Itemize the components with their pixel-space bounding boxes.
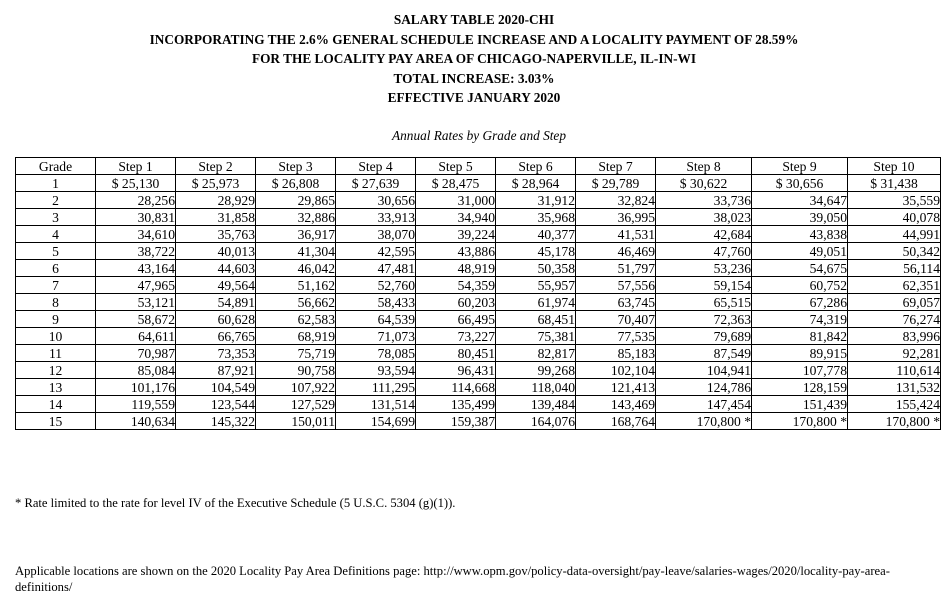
table-row xyxy=(16,243,941,260)
table-row xyxy=(16,362,941,379)
salary-cell: 61,974 xyxy=(496,294,576,311)
salary-cell: 32,886 xyxy=(256,209,336,226)
locations-note: Applicable locations are shown on the 2020 Locality Pay Area Definitions page: http://www.opm.gov/policy-data-oversight/pay-leave/salaries-wages/2020/locality-pay-area-definitions/ xyxy=(15,564,890,594)
salary-cell: 80,451 xyxy=(416,345,496,362)
salary-cell: 49,564 xyxy=(176,277,256,294)
salary-cell: 60,752 xyxy=(752,277,848,294)
salary-cell: $ 28,964 xyxy=(496,175,576,192)
salary-cell: $ 27,639 xyxy=(336,175,416,192)
salary-cell: 68,919 xyxy=(256,328,336,345)
salary-cell: 104,549 xyxy=(176,379,256,396)
table-row xyxy=(16,209,941,226)
salary-cell: $ 25,130 xyxy=(96,175,176,192)
salary-cell: 90,758 xyxy=(256,362,336,379)
salary-cell: 92,281 xyxy=(848,345,941,362)
grade-cell: 14 xyxy=(16,396,96,413)
salary-cell: 114,668 xyxy=(416,379,496,396)
salary-cell: 127,529 xyxy=(256,396,336,413)
salary-cell: 39,050 xyxy=(752,209,848,226)
salary-cell: 53,121 xyxy=(96,294,176,311)
salary-cell: 46,469 xyxy=(576,243,656,260)
salary-cell: 119,559 xyxy=(96,396,176,413)
salary-cell: 58,672 xyxy=(96,311,176,328)
salary-cell: 124,786 xyxy=(656,379,752,396)
salary-cell: 40,013 xyxy=(176,243,256,260)
footnote: * Rate limited to the rate for level IV of the Executive Schedule (5 U.S.C. 5304 (g)(1)). xyxy=(15,496,456,510)
salary-cell: 34,647 xyxy=(752,192,848,209)
salary-cell: 36,995 xyxy=(576,209,656,226)
salary-cell: 66,765 xyxy=(176,328,256,345)
salary-cell: 45,178 xyxy=(496,243,576,260)
salary-cell: 47,760 xyxy=(656,243,752,260)
salary-cell: 47,481 xyxy=(336,260,416,277)
salary-cell: $ 29,789 xyxy=(576,175,656,192)
grade-cell: 5 xyxy=(16,243,96,260)
grade-cell: 15 xyxy=(16,413,96,430)
salary-cell: 154,699 xyxy=(336,413,416,430)
salary-cell: 35,763 xyxy=(176,226,256,243)
salary-cell: $ 26,808 xyxy=(256,175,336,192)
effective-date: EFFECTIVE JANUARY 2020 xyxy=(387,90,561,106)
salary-cell: 128,159 xyxy=(752,379,848,396)
salary-cell: 70,987 xyxy=(96,345,176,362)
column-header-step-10: Step 10 xyxy=(848,158,941,175)
salary-cell: 44,991 xyxy=(848,226,941,243)
salary-cell: 118,040 xyxy=(496,379,576,396)
table-row xyxy=(16,311,941,328)
table-row xyxy=(16,277,941,294)
salary-cell: 75,381 xyxy=(496,328,576,345)
table-row xyxy=(16,260,941,277)
salary-cell: 42,595 xyxy=(336,243,416,260)
table-row xyxy=(16,379,941,396)
salary-cell: 32,824 xyxy=(576,192,656,209)
salary-cell: $ 30,622 xyxy=(656,175,752,192)
salary-cell: 64,539 xyxy=(336,311,416,328)
column-header-step-6: Step 6 xyxy=(496,158,576,175)
salary-cell: 121,413 xyxy=(576,379,656,396)
salary-cell: 147,454 xyxy=(656,396,752,413)
salary-cell: 43,838 xyxy=(752,226,848,243)
salary-cell: 52,760 xyxy=(336,277,416,294)
salary-cell: 71,073 xyxy=(336,328,416,345)
salary-cell: 28,256 xyxy=(96,192,176,209)
salary-cell: 77,535 xyxy=(576,328,656,345)
salary-cell: 60,203 xyxy=(416,294,496,311)
salary-cell: 139,484 xyxy=(496,396,576,413)
column-header-step-4: Step 4 xyxy=(336,158,416,175)
table-subtitle: Annual Rates by Grade and Step xyxy=(392,128,566,143)
salary-cell: 85,183 xyxy=(576,345,656,362)
salary-cell: 31,000 xyxy=(416,192,496,209)
column-header-step-1: Step 1 xyxy=(96,158,176,175)
table-row xyxy=(16,413,941,430)
salary-cell: 48,919 xyxy=(416,260,496,277)
salary-cell: 49,051 xyxy=(752,243,848,260)
salary-cell: 70,407 xyxy=(576,311,656,328)
salary-cell: 102,104 xyxy=(576,362,656,379)
table-row xyxy=(16,328,941,345)
grade-cell: 6 xyxy=(16,260,96,277)
grade-cell: 10 xyxy=(16,328,96,345)
salary-cell: 123,544 xyxy=(176,396,256,413)
salary-cell: 99,268 xyxy=(496,362,576,379)
salary-cell: $ 25,973 xyxy=(176,175,256,192)
table-row xyxy=(16,226,941,243)
total-increase: TOTAL INCREASE: 3.03% xyxy=(393,70,555,86)
salary-cell: 36,917 xyxy=(256,226,336,243)
salary-cell: 63,745 xyxy=(576,294,656,311)
salary-cell: 51,162 xyxy=(256,277,336,294)
salary-cell: 143,469 xyxy=(576,396,656,413)
salary-cell: 33,736 xyxy=(656,192,752,209)
salary-cell: 43,164 xyxy=(96,260,176,277)
salary-cell: 34,610 xyxy=(96,226,176,243)
salary-cell: 83,996 xyxy=(848,328,941,345)
table-title: SALARY TABLE 2020-CHI xyxy=(393,12,555,27)
salary-cell: 28,929 xyxy=(176,192,256,209)
salary-cell: 35,559 xyxy=(848,192,941,209)
salary-table xyxy=(15,157,941,430)
grade-cell: 11 xyxy=(16,345,96,362)
salary-cell: 110,614 xyxy=(848,362,941,379)
salary-cell: 38,070 xyxy=(336,226,416,243)
salary-cell: 64,611 xyxy=(96,328,176,345)
grade-cell: 7 xyxy=(16,277,96,294)
salary-cell: 76,274 xyxy=(848,311,941,328)
salary-cell: 81,842 xyxy=(752,328,848,345)
salary-cell: 78,085 xyxy=(336,345,416,362)
salary-cell: 40,377 xyxy=(496,226,576,243)
salary-cell: 58,433 xyxy=(336,294,416,311)
grade-cell: 3 xyxy=(16,209,96,226)
salary-cell: 155,424 xyxy=(848,396,941,413)
salary-cell: 53,236 xyxy=(656,260,752,277)
salary-cell: 34,940 xyxy=(416,209,496,226)
salary-cell: 93,594 xyxy=(336,362,416,379)
salary-cell: 54,891 xyxy=(176,294,256,311)
increase-description: INCORPORATING THE 2.6% GENERAL SCHEDULE INCREASE AND A LOCALITY PAYMENT OF 28.59% xyxy=(149,31,799,47)
salary-cell: 50,342 xyxy=(848,243,941,260)
salary-cell: 59,154 xyxy=(656,277,752,294)
salary-cell: 73,353 xyxy=(176,345,256,362)
salary-cell: 30,656 xyxy=(336,192,416,209)
salary-cell: 72,363 xyxy=(656,311,752,328)
salary-cell: 38,722 xyxy=(96,243,176,260)
salary-cell: 47,965 xyxy=(96,277,176,294)
salary-cell: 68,451 xyxy=(496,311,576,328)
column-header-step-8: Step 8 xyxy=(656,158,752,175)
salary-cell: 30,831 xyxy=(96,209,176,226)
salary-cell: 41,531 xyxy=(576,226,656,243)
salary-cell: 131,514 xyxy=(336,396,416,413)
salary-cell: 39,224 xyxy=(416,226,496,243)
salary-cell: 54,675 xyxy=(752,260,848,277)
salary-cell: 89,915 xyxy=(752,345,848,362)
salary-cell: 62,351 xyxy=(848,277,941,294)
column-header-step-9: Step 9 xyxy=(752,158,848,175)
salary-cell: 66,495 xyxy=(416,311,496,328)
locality-area: FOR THE LOCALITY PAY AREA OF CHICAGO-NAPERVILLE, IL-IN-WI xyxy=(251,51,697,67)
salary-cell: 164,076 xyxy=(496,413,576,430)
salary-cell: 170,800 * xyxy=(752,413,848,430)
salary-cell: 56,114 xyxy=(848,260,941,277)
salary-cell: 41,304 xyxy=(256,243,336,260)
grade-cell: 13 xyxy=(16,379,96,396)
salary-cell: 168,764 xyxy=(576,413,656,430)
salary-cell: 107,922 xyxy=(256,379,336,396)
column-header-grade: Grade xyxy=(16,158,96,175)
salary-cell: 87,921 xyxy=(176,362,256,379)
salary-cell: 38,023 xyxy=(656,209,752,226)
salary-cell: 31,858 xyxy=(176,209,256,226)
salary-cell: 60,628 xyxy=(176,311,256,328)
salary-cell: 33,913 xyxy=(336,209,416,226)
column-header-step-2: Step 2 xyxy=(176,158,256,175)
table-row xyxy=(16,192,941,209)
grade-cell: 8 xyxy=(16,294,96,311)
salary-cell: $ 30,656 xyxy=(752,175,848,192)
grade-cell: 12 xyxy=(16,362,96,379)
salary-cell: $ 28,475 xyxy=(416,175,496,192)
salary-cell: 159,387 xyxy=(416,413,496,430)
table-row xyxy=(16,294,941,311)
salary-cell: 75,719 xyxy=(256,345,336,362)
table-body xyxy=(16,175,941,430)
document-header xyxy=(0,10,948,108)
salary-cell: 82,817 xyxy=(496,345,576,362)
column-header-step-3: Step 3 xyxy=(256,158,336,175)
salary-cell: 79,689 xyxy=(656,328,752,345)
salary-cell: 44,603 xyxy=(176,260,256,277)
salary-cell: 42,684 xyxy=(656,226,752,243)
salary-cell: 51,797 xyxy=(576,260,656,277)
salary-cell: 31,912 xyxy=(496,192,576,209)
salary-cell: 111,295 xyxy=(336,379,416,396)
salary-cell: 170,800 * xyxy=(848,413,941,430)
column-header-step-5: Step 5 xyxy=(416,158,496,175)
salary-cell: 29,865 xyxy=(256,192,336,209)
table-header-row xyxy=(16,158,941,175)
salary-cell: 85,084 xyxy=(96,362,176,379)
salary-cell: 145,322 xyxy=(176,413,256,430)
salary-cell: 73,227 xyxy=(416,328,496,345)
table-row xyxy=(16,175,941,192)
salary-cell: 135,499 xyxy=(416,396,496,413)
grade-cell: 4 xyxy=(16,226,96,243)
salary-cell: 57,556 xyxy=(576,277,656,294)
salary-cell: 74,319 xyxy=(752,311,848,328)
salary-cell: 55,957 xyxy=(496,277,576,294)
salary-cell: 67,286 xyxy=(752,294,848,311)
grade-cell: 2 xyxy=(16,192,96,209)
salary-cell: 151,439 xyxy=(752,396,848,413)
salary-cell: 101,176 xyxy=(96,379,176,396)
table-row xyxy=(16,396,941,413)
salary-cell: 54,359 xyxy=(416,277,496,294)
salary-cell: 87,549 xyxy=(656,345,752,362)
grade-cell: 9 xyxy=(16,311,96,328)
salary-cell: 140,634 xyxy=(96,413,176,430)
salary-cell: 150,011 xyxy=(256,413,336,430)
salary-cell: 40,078 xyxy=(848,209,941,226)
grade-cell: 1 xyxy=(16,175,96,192)
salary-cell: 69,057 xyxy=(848,294,941,311)
salary-cell: 62,583 xyxy=(256,311,336,328)
salary-cell: 104,941 xyxy=(656,362,752,379)
salary-cell: 46,042 xyxy=(256,260,336,277)
salary-cell: 96,431 xyxy=(416,362,496,379)
salary-cell: 43,886 xyxy=(416,243,496,260)
salary-cell: 131,532 xyxy=(848,379,941,396)
salary-cell: 107,778 xyxy=(752,362,848,379)
salary-cell: 170,800 * xyxy=(656,413,752,430)
salary-cell: 56,662 xyxy=(256,294,336,311)
column-header-step-7: Step 7 xyxy=(576,158,656,175)
salary-cell: 65,515 xyxy=(656,294,752,311)
salary-cell: 50,358 xyxy=(496,260,576,277)
table-row xyxy=(16,345,941,362)
salary-cell: 35,968 xyxy=(496,209,576,226)
salary-cell: $ 31,438 xyxy=(848,175,941,192)
